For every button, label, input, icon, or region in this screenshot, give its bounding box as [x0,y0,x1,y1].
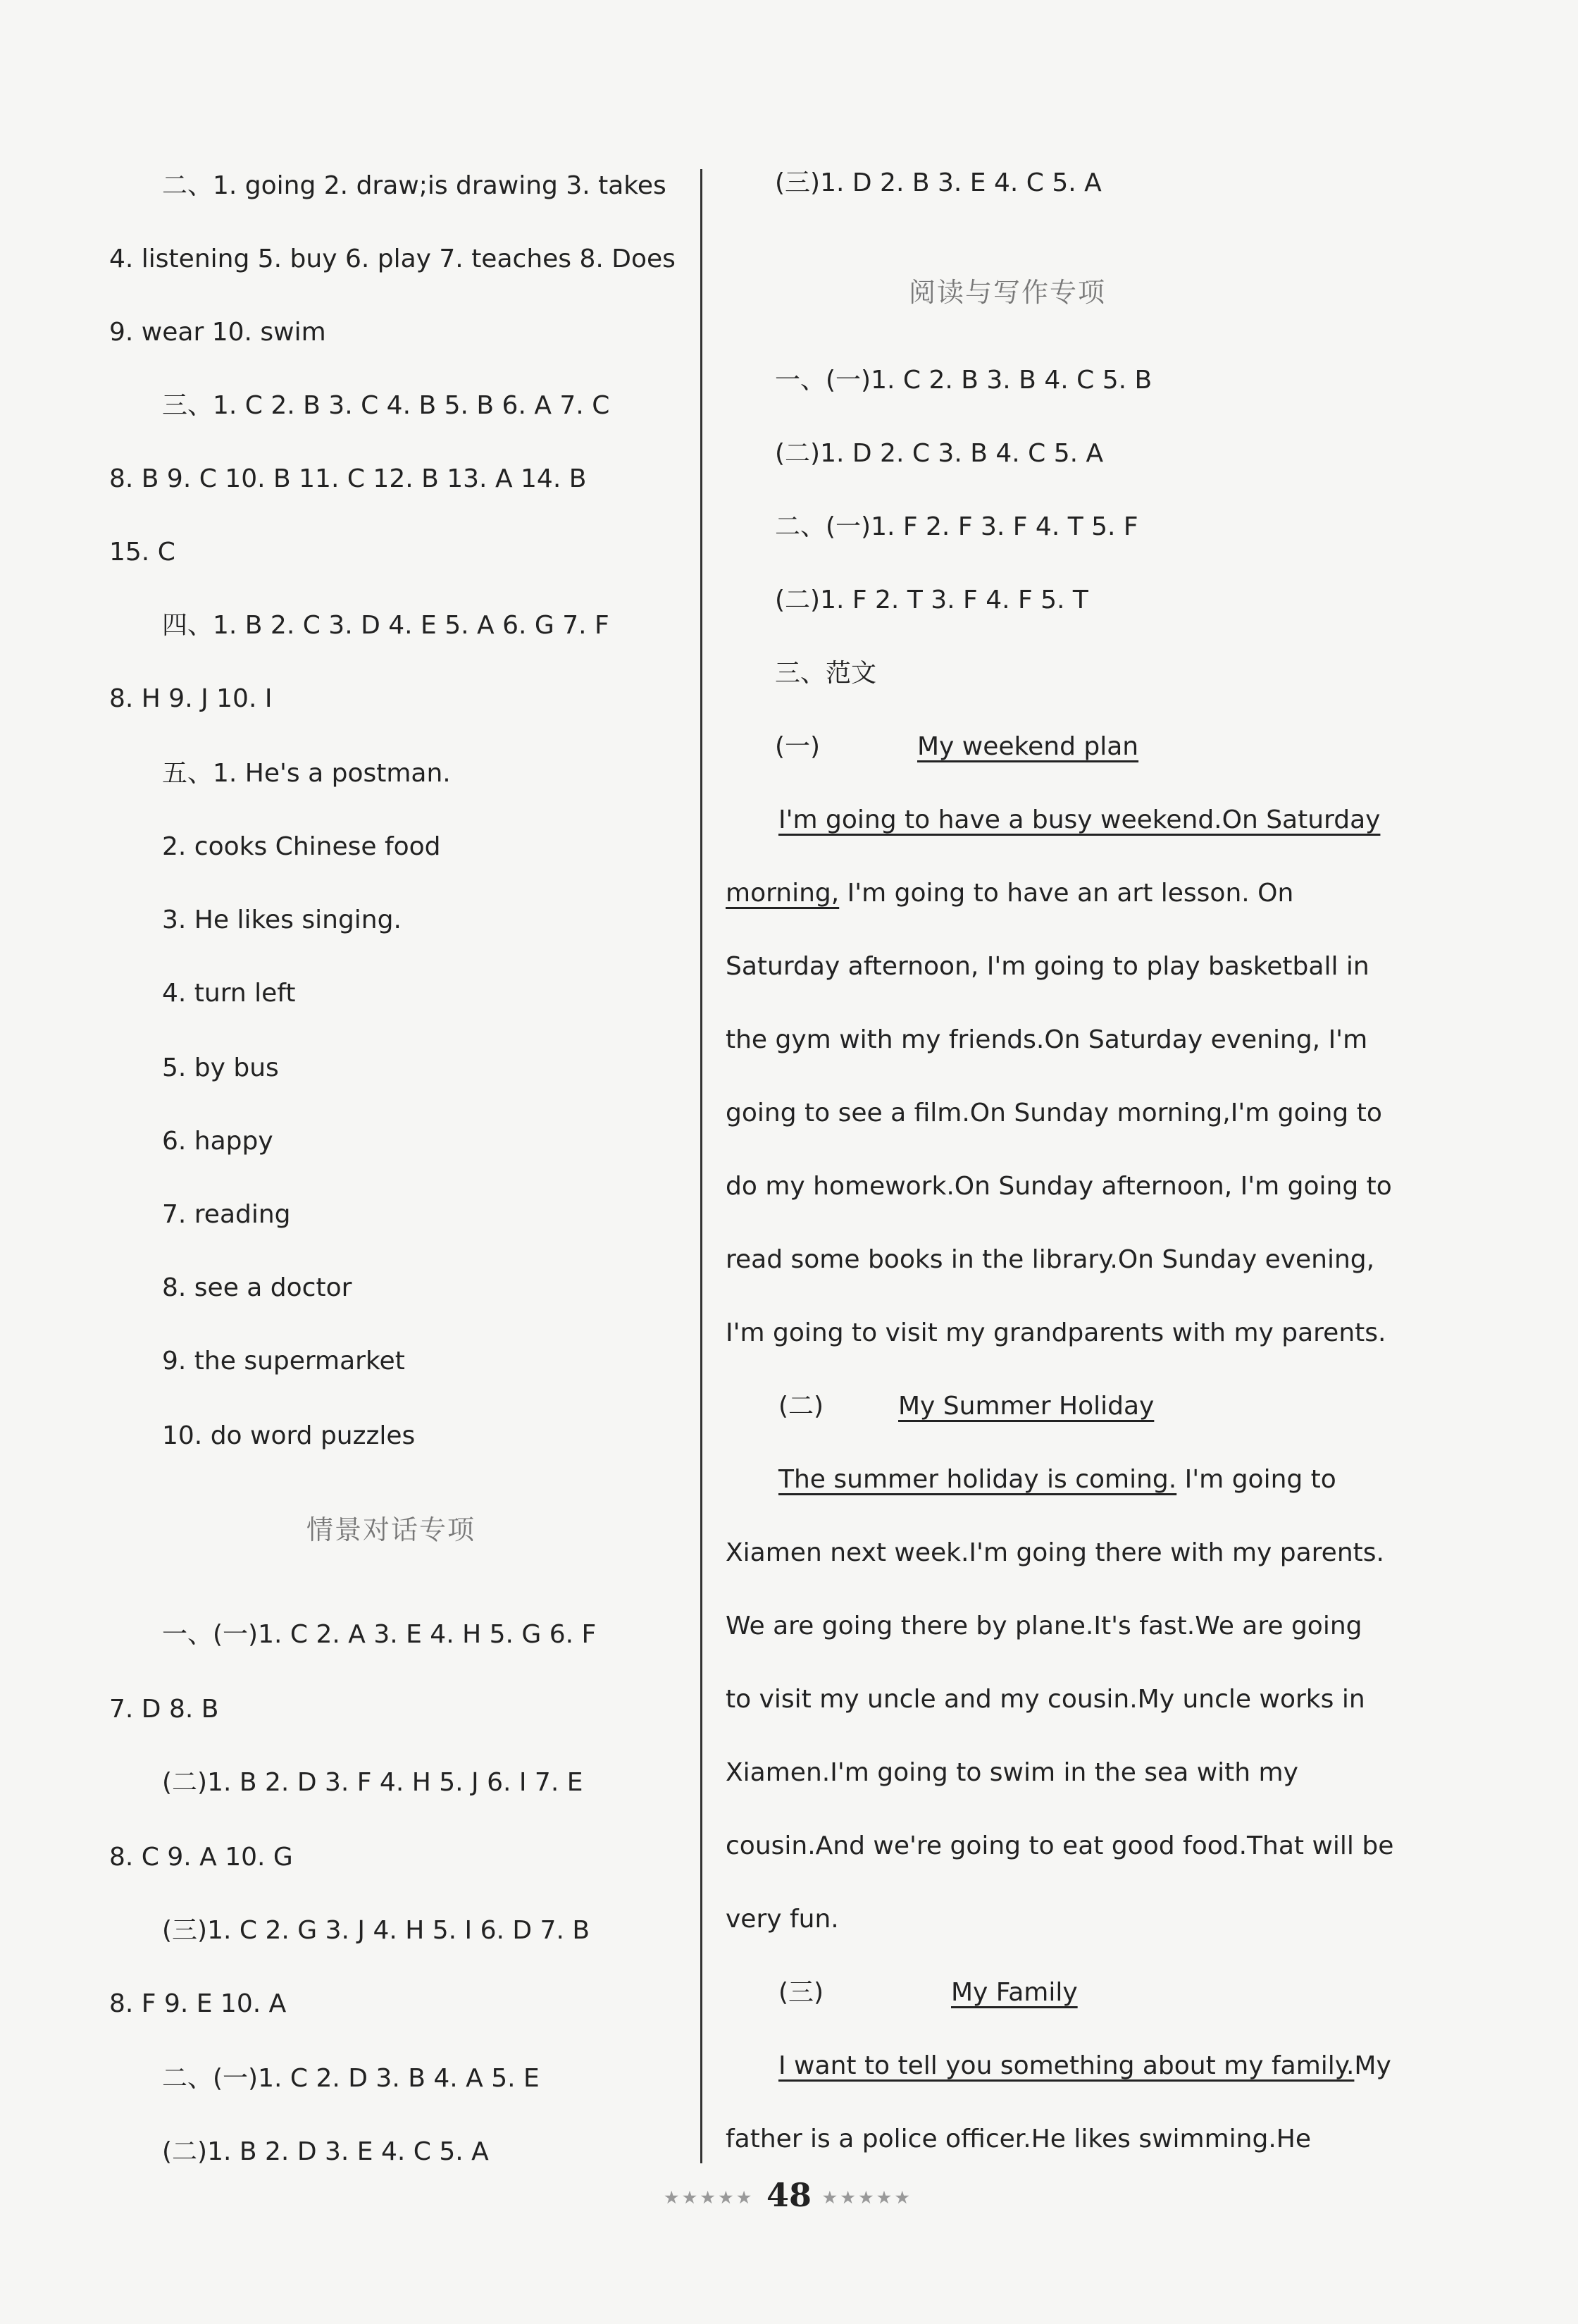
essay-number: (一) [775,732,821,761]
column-divider [700,169,702,2163]
star-decoration-icon: ★★★★★ [664,2189,755,2207]
essay-line: I'm going to visit my grandparents with my parents. [726,1318,1386,1347]
answer-line: 10. do word puzzles [162,1421,416,1450]
essay-line: to visit my uncle and my cousin.My uncle works in [726,1685,1365,1714]
essay-line [778,2049,1391,2083]
essay-line [778,1463,1336,1497]
essay-text: My [1354,2051,1391,2080]
essay-line: Xiamen.I'm going to swim in the sea with my [726,1758,1298,1787]
section-label: 三、范文 [775,659,877,688]
answer-line: (二)1. B 2. D 3. F 4. H 5. J 6. I 7. E [162,1768,583,1797]
answer-line: 8. see a doctor [162,1273,352,1302]
page-number: 48 [766,2176,812,2214]
answer-line: 8. F 9. E 10. A [109,1989,287,2018]
answer-line: 二、(一)1. C 2. D 3. B 4. A 5. E [162,2064,540,2093]
answer-line: 7. reading [162,1200,291,1229]
answer-line: 6. happy [162,1127,273,1156]
answer-line: (二)1. B 2. D 3. E 4. C 5. A [162,2137,489,2166]
answer-line: (三)1. C 2. G 3. J 4. H 5. I 6. D 7. B [162,1916,590,1945]
answer-line: 9. the supermarket [162,1347,405,1376]
answer-line: 8. H 9. J 10. I [109,684,273,713]
answer-line: 一、(一)1. C 2. B 3. B 4. C 5. B [775,366,1153,395]
essay-line: do my homework.On Sunday afternoon, I'm going to [726,1172,1392,1201]
answer-line: 四、1. B 2. C 3. D 4. E 5. A 6. G 7. F [162,611,609,640]
essay-line: very fun. [726,1905,839,1934]
answer-line: (二)1. F 2. T 3. F 4. F 5. T [775,586,1088,614]
essay-title: My Summer Holiday [898,1392,1155,1421]
essay-first-sentence: I'm going to have a busy weekend.On Saturday [778,805,1381,834]
essay-line [778,803,1381,837]
answer-line: 2. cooks Chinese food [162,832,441,861]
page-footer [0,2176,1578,2214]
answer-line: (三)1. D 2. B 3. E 4. C 5. A [775,168,1102,197]
answer-line: 4. turn left [162,979,296,1008]
answer-line: 7. D 8. B [109,1695,219,1724]
essay-title: My Family [951,1978,1078,2007]
answer-line: 一、(一)1. C 2. A 3. E 4. H 5. G 6. F [162,1620,597,1649]
answer-line: 五、1. He's a postman. [162,759,451,788]
essay-text: I'm going to [1176,1465,1336,1494]
essay-underlined-word: morning, [726,879,840,908]
essay-number: (二) [778,1392,824,1421]
star-decoration-icon: ★★★★★ [823,2189,914,2207]
essay-number: (三) [778,1978,824,2007]
essay-line: going to see a film.On Sunday morning,I'm going to [726,1099,1382,1127]
essay-first-sentence: I want to tell you something about my family. [778,2051,1355,2080]
essay-line: cousin.And we're going to eat good food.That will be [726,1831,1394,1860]
answer-line: 8. B 9. C 10. B 11. C 12. B 13. A 14. B [109,464,587,493]
essay-title: My weekend plan [917,732,1139,761]
essay-line: Xiamen next week.I'm going there with my parents. [726,1538,1384,1567]
essay-line: father is a police officer.He likes swimming.He [726,2125,1311,2153]
essay-first-sentence: The summer holiday is coming. [778,1465,1177,1494]
answer-line: 5. by bus [162,1053,279,1082]
section-heading: 情景对话专项 [306,1514,476,1545]
answer-line: 4. listening 5. buy 6. play 7. teaches 8. Does [109,245,676,273]
essay-text: I'm going to have an art lesson. On [839,879,1294,908]
answer-line: 二、1. going 2. draw;is drawing 3. takes [162,171,666,200]
section-heading: 阅读与写作专项 [908,277,1106,308]
answer-line: 3. He likes singing. [162,906,402,934]
answer-line: 三、1. C 2. B 3. C 4. B 5. B 6. A 7. C [162,391,610,420]
essay-line [726,877,1294,910]
essay-line: read some books in the library.On Sunday evening, [726,1245,1375,1274]
answer-line: 二、(一)1. F 2. F 3. F 4. T 5. F [775,512,1138,541]
essay-line: the gym with my friends.On Saturday evening, I'm [726,1025,1368,1054]
essay-line: We are going there by plane.It's fast.We are going [726,1612,1362,1640]
answer-line: 9. wear 10. swim [109,318,326,347]
answer-line: 15. C [109,538,175,567]
answer-line: 8. C 9. A 10. G [109,1843,293,1872]
essay-line: Saturday afternoon, I'm going to play basketball in [726,952,1369,981]
answer-line: (二)1. D 2. C 3. B 4. C 5. A [775,439,1104,468]
